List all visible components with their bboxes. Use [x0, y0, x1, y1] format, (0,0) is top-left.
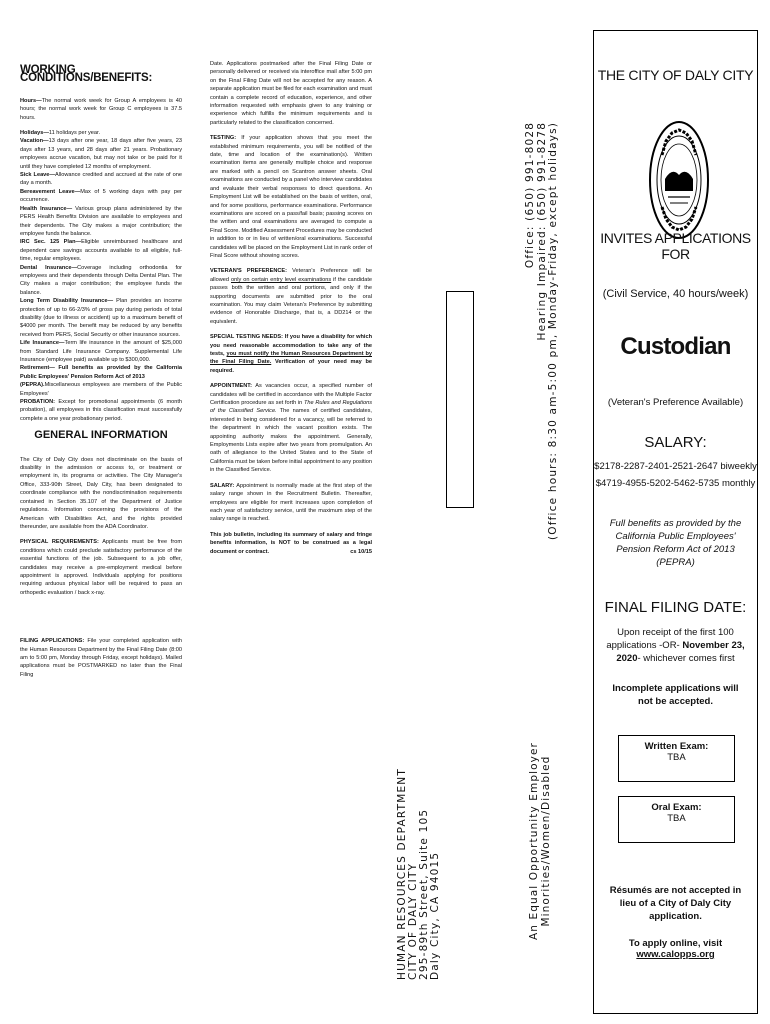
hr-line: HUMAN RESOURCES DEPARTMENT	[396, 768, 408, 980]
hours-paragraph: Hours—The normal work week for Group A employees is 40 hours; the normal work week for Group C employees is 37.5 hours.	[20, 97, 182, 121]
eeo-statement	[529, 742, 552, 940]
cover-panel	[593, 30, 758, 1014]
sick-leave-paragraph: Sick Leave—Allowance credited and accrued at the rate of one day a month.	[20, 172, 182, 187]
civil-service-note: (Civil Service, 40 hours/week)	[602, 288, 749, 300]
retirement-paragraph: Retirement— Full benefits as provided by the California Public Employees' Pension Reform Act of 2013	[20, 365, 182, 380]
testing-paragraph: TESTING: If your application shows that you meet the established minimum requirements, you will be notified of the date, time and location of the examination(s). Written examination items are generally multiple choice and response are marked with a pencil on Scantron answer sheets. Oral examinations are conducted by a panel who interview candidates and evaluate their verbal responses to direct questions. An Employment List will be established on the basis of written, oral, and for some positions, performance examinations. Performance examinations are scored on a pass/fail basis; passing scores on the written and oral examinations are averaged to compute a Final Score. Modified Assessment Procedures may be conducted in addition to or in lieu of written/oral examinations. Successful candidates will be placed on the Employment List in rank order of Final Score without showing scores.	[210, 135, 372, 259]
written-exam-value: TBA	[667, 752, 686, 763]
general-information-heading: GENERAL INFORMATION	[34, 429, 168, 442]
vacation-paragraph: Vacation—13 days after one year, 18 days after five years, 23 days after 13 years, and 28 days after 21 years. Probationary employees accrue vacation, but may not take or be paid for it until they have completed 12 months of employment.	[20, 138, 182, 170]
oral-exam-value: TBA	[667, 813, 686, 824]
city-title: THE CITY OF DALY CITY	[597, 67, 754, 83]
procedures-column	[210, 60, 372, 563]
benefits-column	[20, 60, 182, 686]
oral-exam-label: Oral Exam:	[651, 802, 702, 813]
apply-online-note: To apply online, visit www.calopps.org	[628, 938, 723, 960]
salary-biweekly: $2178-2287-2401-2521-2647 biweekly	[594, 461, 757, 472]
veterans-preference-paragraph: VETERAN'S PREFERENCE: Veteran's Preference will be allowed only on certain entry level examinations if the candidate passes both the written and oral portions, and only if the supporting documents are submitted prior to the oral examination. You may claim Veteran's Preference by submitting evidence of Honorable Discharge, that is, a DD214 or the equivalent.	[210, 268, 373, 325]
city-seal-icon	[648, 119, 710, 241]
health-insurance-paragraph: Health Insurance— Various group plans administered by the PERS Health Benefits Division are available to employees and their dependents. The City makes a major contribution; the employee funds the balance.	[20, 205, 182, 237]
general-information-paragraph: The City of Daly City does not discriminate on the basis of disability in the admission or access to, or treatment or employment in, its programs or activities. The City Manager's Office, 333-90th Street, Daly City, has been designated to coordinate compliance with the nondiscrimination requirements contained in Section 35.107 of the Department of Justice regulations. Information concerning the provisions of the American with Disabilities Act, and the rights provided thereunder, are available from the ADA Coordinator.	[20, 456, 182, 530]
full-benefits-note: Full benefits as provided by the California Public Employees' Pension Reform Act of 2013 (PEPRA)	[609, 518, 742, 568]
office-contact-block	[525, 122, 560, 540]
holidays-paragraph: Holidays—11 holidays per year.	[20, 130, 101, 137]
pepra-paragraph: (PEPRA).Miscellaneous employees are members of the Public Employees'	[20, 382, 182, 397]
resume-note: Résumés are not accepted in lieu of a City of Daly City application.	[609, 885, 742, 922]
hr-line: Daly City, CA 94015	[429, 851, 441, 980]
office-phone: Office: (650) 991-8028	[524, 121, 536, 269]
salary-paragraph: SALARY: Appointment is normally made at the first step of the salary range shown in the Recruitment Bulletin. Thereafter, employees are eligible for merit increases upon completion of each year of satisfactory service, until the maximum step of the salary range is reached.	[210, 482, 372, 523]
irc-plan-paragraph: IRC Sec. 125 Plan—Eligible unreimbursed healthcare and dependent care savings accounts available to all eligible, full-time, regular employees.	[20, 239, 182, 263]
eeo-line: Minorities/Women/Disabled	[539, 755, 552, 927]
salary-heading: SALARY:	[644, 434, 707, 451]
probation-paragraph: PROBATION: Except for promotional appointments (6 month probation), all employees in this classification must successfully complete a one year probationary period.	[20, 399, 182, 422]
hr-line: CITY OF DALY CITY	[407, 862, 419, 980]
ltd-paragraph: Long Term Disability Insurance— Plan provides an income protection of up to 66-2/3% of gross pay during periods of total disability (due to illness or accident) up to a maximum benefit of $4000 per month. The benefit may be reduced by any benefits received from PERS, Social Security or other insurance sources.	[20, 298, 183, 338]
written-exam-label: Written Exam:	[644, 741, 709, 752]
job-title: Custodian	[620, 333, 731, 360]
appointment-paragraph: APPOINTMENT: As vacancies occur, a specified number of candidates will be certified in accordance with the Multiple Factor Certification procedure as set forth in The Rules and Regulations of the Classified Service. The names of certified candidates, interested in being considered for a vacancy, will be referred to the department in which the vacant position exists. The appointing authority makes the appointment. Generally, Employments Lists expire after two years from promulgation. An oath of allegiance to the United States and to the State of California must be taken before initial appointment to any position in the Classified Service.	[210, 383, 373, 474]
hr-line: 295-89th Street, Suite 105	[418, 808, 430, 980]
postage-box	[446, 291, 474, 508]
invites-heading: INVITES APPLICATIONS FOR	[600, 230, 751, 262]
written-exam-box	[618, 735, 735, 782]
veterans-note: (Veteran's Preference Available)	[607, 397, 744, 408]
oral-exam-box	[618, 796, 735, 843]
eeo-line: An Equal Opportunity Employer	[528, 742, 540, 940]
hearing-impaired-phone: Hearing Impaired: (650) 991-8278	[535, 121, 548, 341]
bulletin-code: cs 10/15	[350, 548, 372, 555]
final-filing-date-heading: FINAL FILING DATE:	[604, 599, 747, 616]
incomplete-applications-note: Incomplete applications will not be accepted.	[612, 683, 739, 707]
dental-paragraph: Dental Insurance—Coverage including orthodontia for employees and their dependents through Delta Dental Plan. The City makes a major contribution; the employee funds the balance.	[20, 264, 182, 296]
filing-applications-paragraph: FILING APPLICATIONS: File your completed application with the Human Resources Department by the Final Filing Date (8:00 am to 5:00 pm, Monday through Friday, except holidays). Mailed applications must be POSTMARKED no later than the Final Filing	[20, 638, 182, 678]
office-hours: (Office hours: 8:30 am-5:00 pm, Monday-Friday, except holidays)	[547, 121, 559, 540]
hr-address-block	[397, 768, 441, 980]
final-filing-date: November 23, 2020	[616, 640, 745, 664]
filing-continued-paragraph: Date. Applications postmarked after the Final Filing Date or personally delivered or received via interoffice mail after 5:00 pm on the Final Filing Date will not be accepted for any reason. A separate application must be filed for each examination and must contain a complete record of education, experience, and other information requested with emphasis given to any training or experience which fulfills the minimum requirements and is particularly related to the classification concerned.	[210, 61, 372, 126]
life-insurance-paragraph: Life Insurance—Term life insurance in the amount of $25,000 from Standard Life Insurance Company. Supplemental Life Insurance (employee paid) available up to $300,000.	[20, 340, 182, 363]
calopps-link[interactable]: www.calopps.org	[636, 949, 715, 960]
physical-requirements-paragraph: PHYSICAL REQUIREMENTS: Applicants must be free from conditions which could preclude satisfactory performance of the essential functions of the job. Subsequent to a job offer, candidates may receive a pre-employment medical before appointment is approved. Individuals applying for positions requiring arduous physical labor will be required to pass an orthopedic evaluation / back x-ray.	[20, 539, 182, 596]
disclaimer-paragraph: This job bulletin, including its summary of salary and fringe benefits information, is NOT to be construed as a legal document or contract. cs 10/15	[210, 531, 372, 555]
working-conditions-heading: WORKING CONDITIONS/BENEFITS:	[20, 64, 153, 85]
final-filing-date-text: Upon receipt of the first 100 applications -OR- November 23, 2020- whichever comes first	[606, 627, 745, 664]
salary-monthly: $4719-4955-5202-5462-5735 monthly	[595, 478, 756, 489]
bereavement-paragraph: Bereavement Leave—Max of 5 working days with pay per occurrence.	[20, 188, 182, 204]
special-testing-paragraph: SPECIAL TESTING NEEDS: If you have a disability for which you need reasonable accommodation to take any of the tests, you must notify the Human Resources Department by the Final Filing Date. Verification of your need may be required.	[210, 334, 372, 374]
